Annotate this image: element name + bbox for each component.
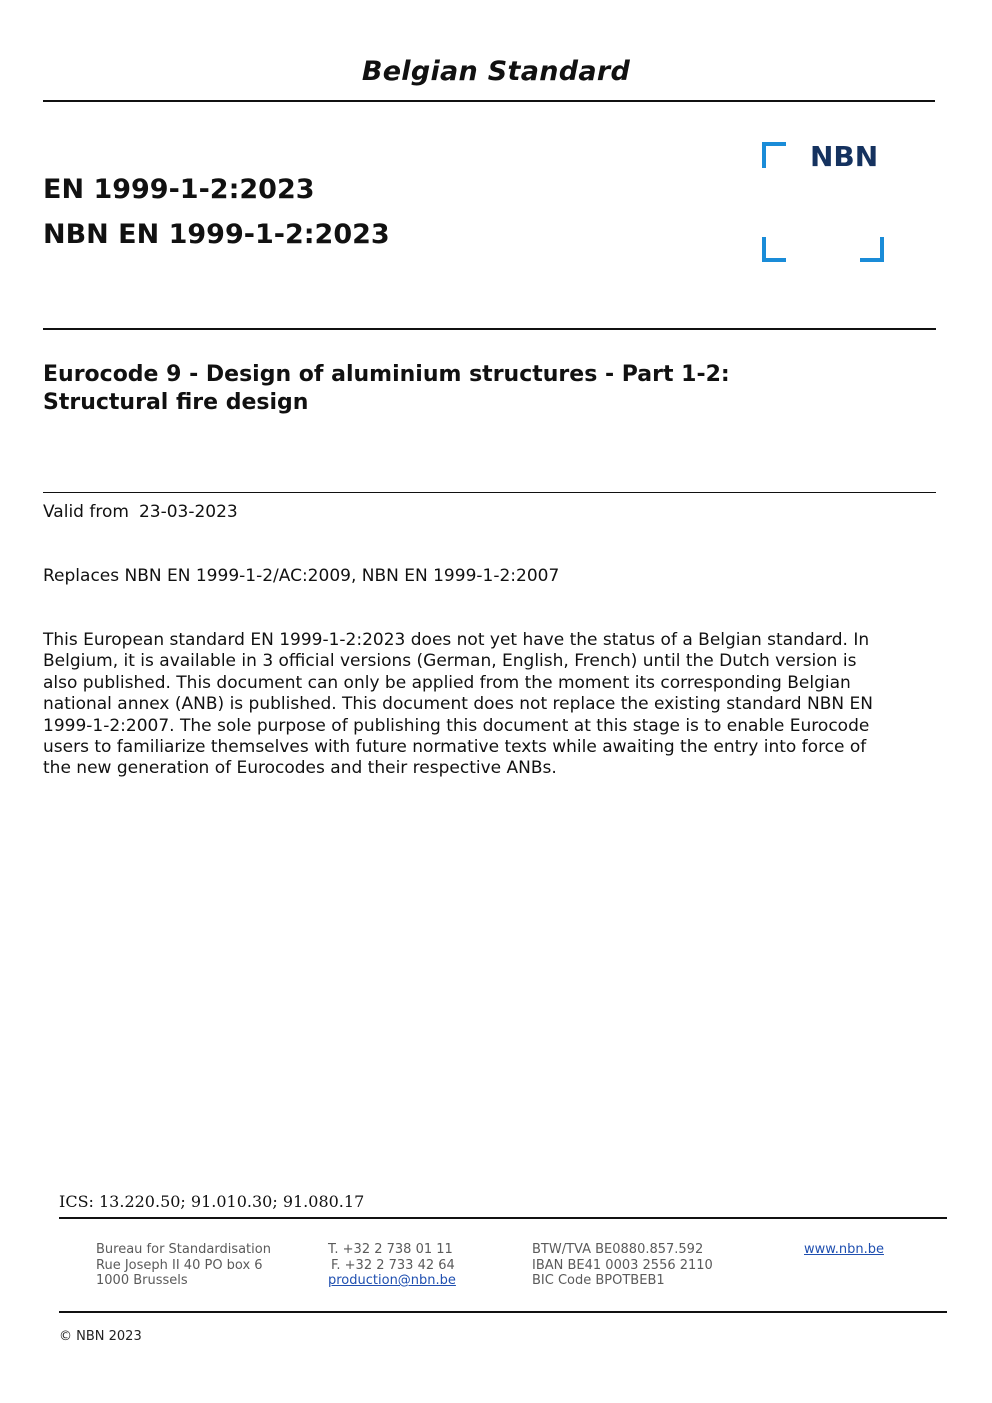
logo-corner-bottom-left (764, 237, 786, 260)
footer-bank-block (532, 1242, 713, 1289)
page-header-title: Belgian Standard (361, 56, 631, 87)
valid-from-label: Valid from (43, 502, 129, 522)
footer-city: 1000 Brussels (96, 1273, 188, 1288)
footer-contact-block (328, 1242, 456, 1289)
metadata-divider (43, 492, 936, 493)
logo-corner-bottom-right (860, 237, 882, 260)
footer-iban: IBAN BE41 0003 2556 2110 (532, 1257, 713, 1273)
logo-corner-top-left (764, 144, 786, 168)
copyright-notice: © NBN 2023 (59, 1329, 142, 1344)
footer-web-block (804, 1242, 884, 1258)
footer-org-name: Bureau for Standardisation (96, 1242, 271, 1257)
document-title (43, 361, 923, 417)
standard-code-nbn: NBN EN 1999-1-2:2023 (43, 219, 390, 250)
replaces-note: Replaces NBN EN 1999-1-2/AC:2009, NBN EN 1999-1-2:2007 (43, 566, 560, 586)
logo-text: NBN (810, 142, 879, 173)
footer-top-divider (59, 1217, 947, 1219)
footer-fax: F. +32 2 733 42 64 (331, 1257, 455, 1273)
valid-from (43, 502, 238, 522)
footer-address: Rue Joseph II 40 PO box 6 (96, 1257, 263, 1273)
footer-phone: T. +32 2 738 01 11 (328, 1242, 453, 1257)
standard-code-en: EN 1999-1-2:2023 (43, 174, 315, 205)
nbn-logo-icon (762, 142, 884, 262)
footer-vat: BTW/TVA BE0880.857.592 (532, 1242, 704, 1257)
footer-bottom-divider (59, 1311, 947, 1313)
footer-email-link[interactable]: production@nbn.be (328, 1273, 456, 1288)
footer-website-link[interactable]: www.nbn.be (804, 1242, 884, 1257)
header-divider (43, 100, 935, 102)
document-title-line-1: Eurocode 9 - Design of aluminium structures - Part 1-2: (43, 362, 730, 387)
ics-codes: ICS: 13.220.50; 91.010.30; 91.080.17 (59, 1192, 365, 1211)
footer-bic: BIC Code BPOTBEB1 (532, 1273, 665, 1288)
footer-address-block (96, 1242, 271, 1289)
status-description: This European standard EN 1999-1-2:2023 does not yet have the status of a Belgian standard. In Belgium, it is available in 3 official versions (German, English, French) until the Dutch version is also published. This document can only be applied from the moment its corresponding Belgian national annex (ANB) is published. This document does not replace the existing standard NBN EN 1999-1-2:2007. The sole purpose of publishing this document at this stage is to enable Eurocode users to familiarize themselves with future normative texts while awaiting the entry into force of the new generation of Eurocodes and their respective ANBs. (43, 630, 873, 779)
document-title-line-2: Structural fire design (43, 390, 309, 415)
title-divider (43, 328, 936, 330)
valid-from-date: 23-03-2023 (138, 502, 238, 522)
